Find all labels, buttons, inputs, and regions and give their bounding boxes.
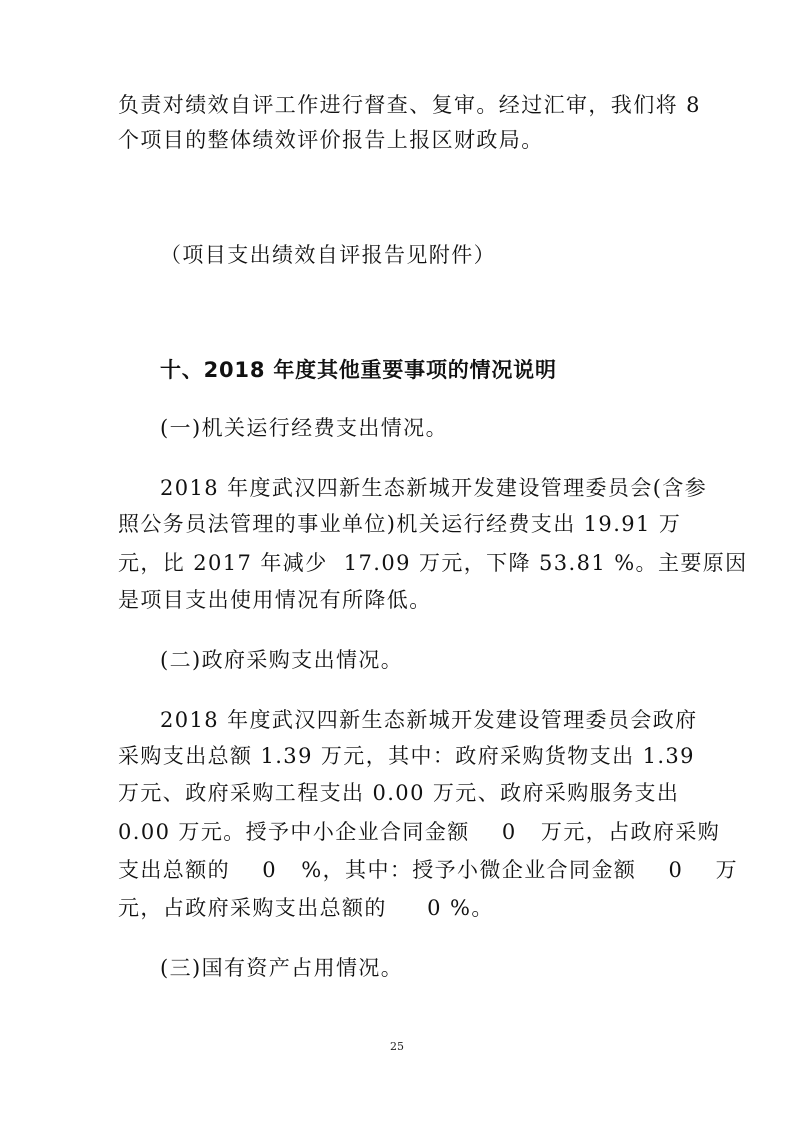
subsection-title: (三)国有资产占用情况。 — [160, 956, 404, 980]
paragraph-line: 个项目的整体绩效评价报告上报区财政局。 — [118, 128, 544, 152]
paragraph-line: 照公务员法管理的事业单位)机关运行经费支出 19.91 万 — [118, 512, 682, 536]
section-heading: 十、2018 年度其他重要事项的情况说明 — [160, 358, 557, 382]
paragraph-line: 万元、政府采购工程支出 0.00 万元、政府采购服务支出 — [118, 781, 680, 805]
paragraph-line: 2018 年度武汉四新生态新城开发建设管理委员会(含参 — [160, 476, 708, 500]
subsection-title: (二)政府采购支出情况。 — [160, 648, 404, 672]
paragraph-line: 元，比 2017 年减少 17.09 万元，下降 53.81 %。主要原因 — [118, 551, 748, 575]
paragraph-line: 负责对绩效自评工作进行督查、复审。经过汇审，我们将 8 — [118, 93, 701, 117]
subsection-title: (一)机关运行经费支出情况。 — [160, 416, 448, 440]
paragraph-line: 0.00 万元。授予中小企业合同金额 0 万元，占政府采购 — [118, 820, 721, 844]
attachment-note: （项目支出绩效自评报告见附件） — [160, 243, 496, 267]
paragraph-line: 支出总额的 0 %，其中：授予小微企业合同金额 0 万 — [118, 858, 739, 882]
page-number: 25 — [390, 1040, 404, 1053]
paragraph-line: 元，占政府采购支出总额的 0 %。 — [118, 896, 494, 920]
paragraph-line: 采购支出总额 1.39 万元，其中：政府采购货物支出 1.39 — [118, 744, 695, 768]
paragraph-line: 2018 年度武汉四新生态新城开发建设管理委员会政府 — [160, 708, 698, 732]
paragraph-line: 是项目支出使用情况有所降低。 — [118, 588, 432, 612]
